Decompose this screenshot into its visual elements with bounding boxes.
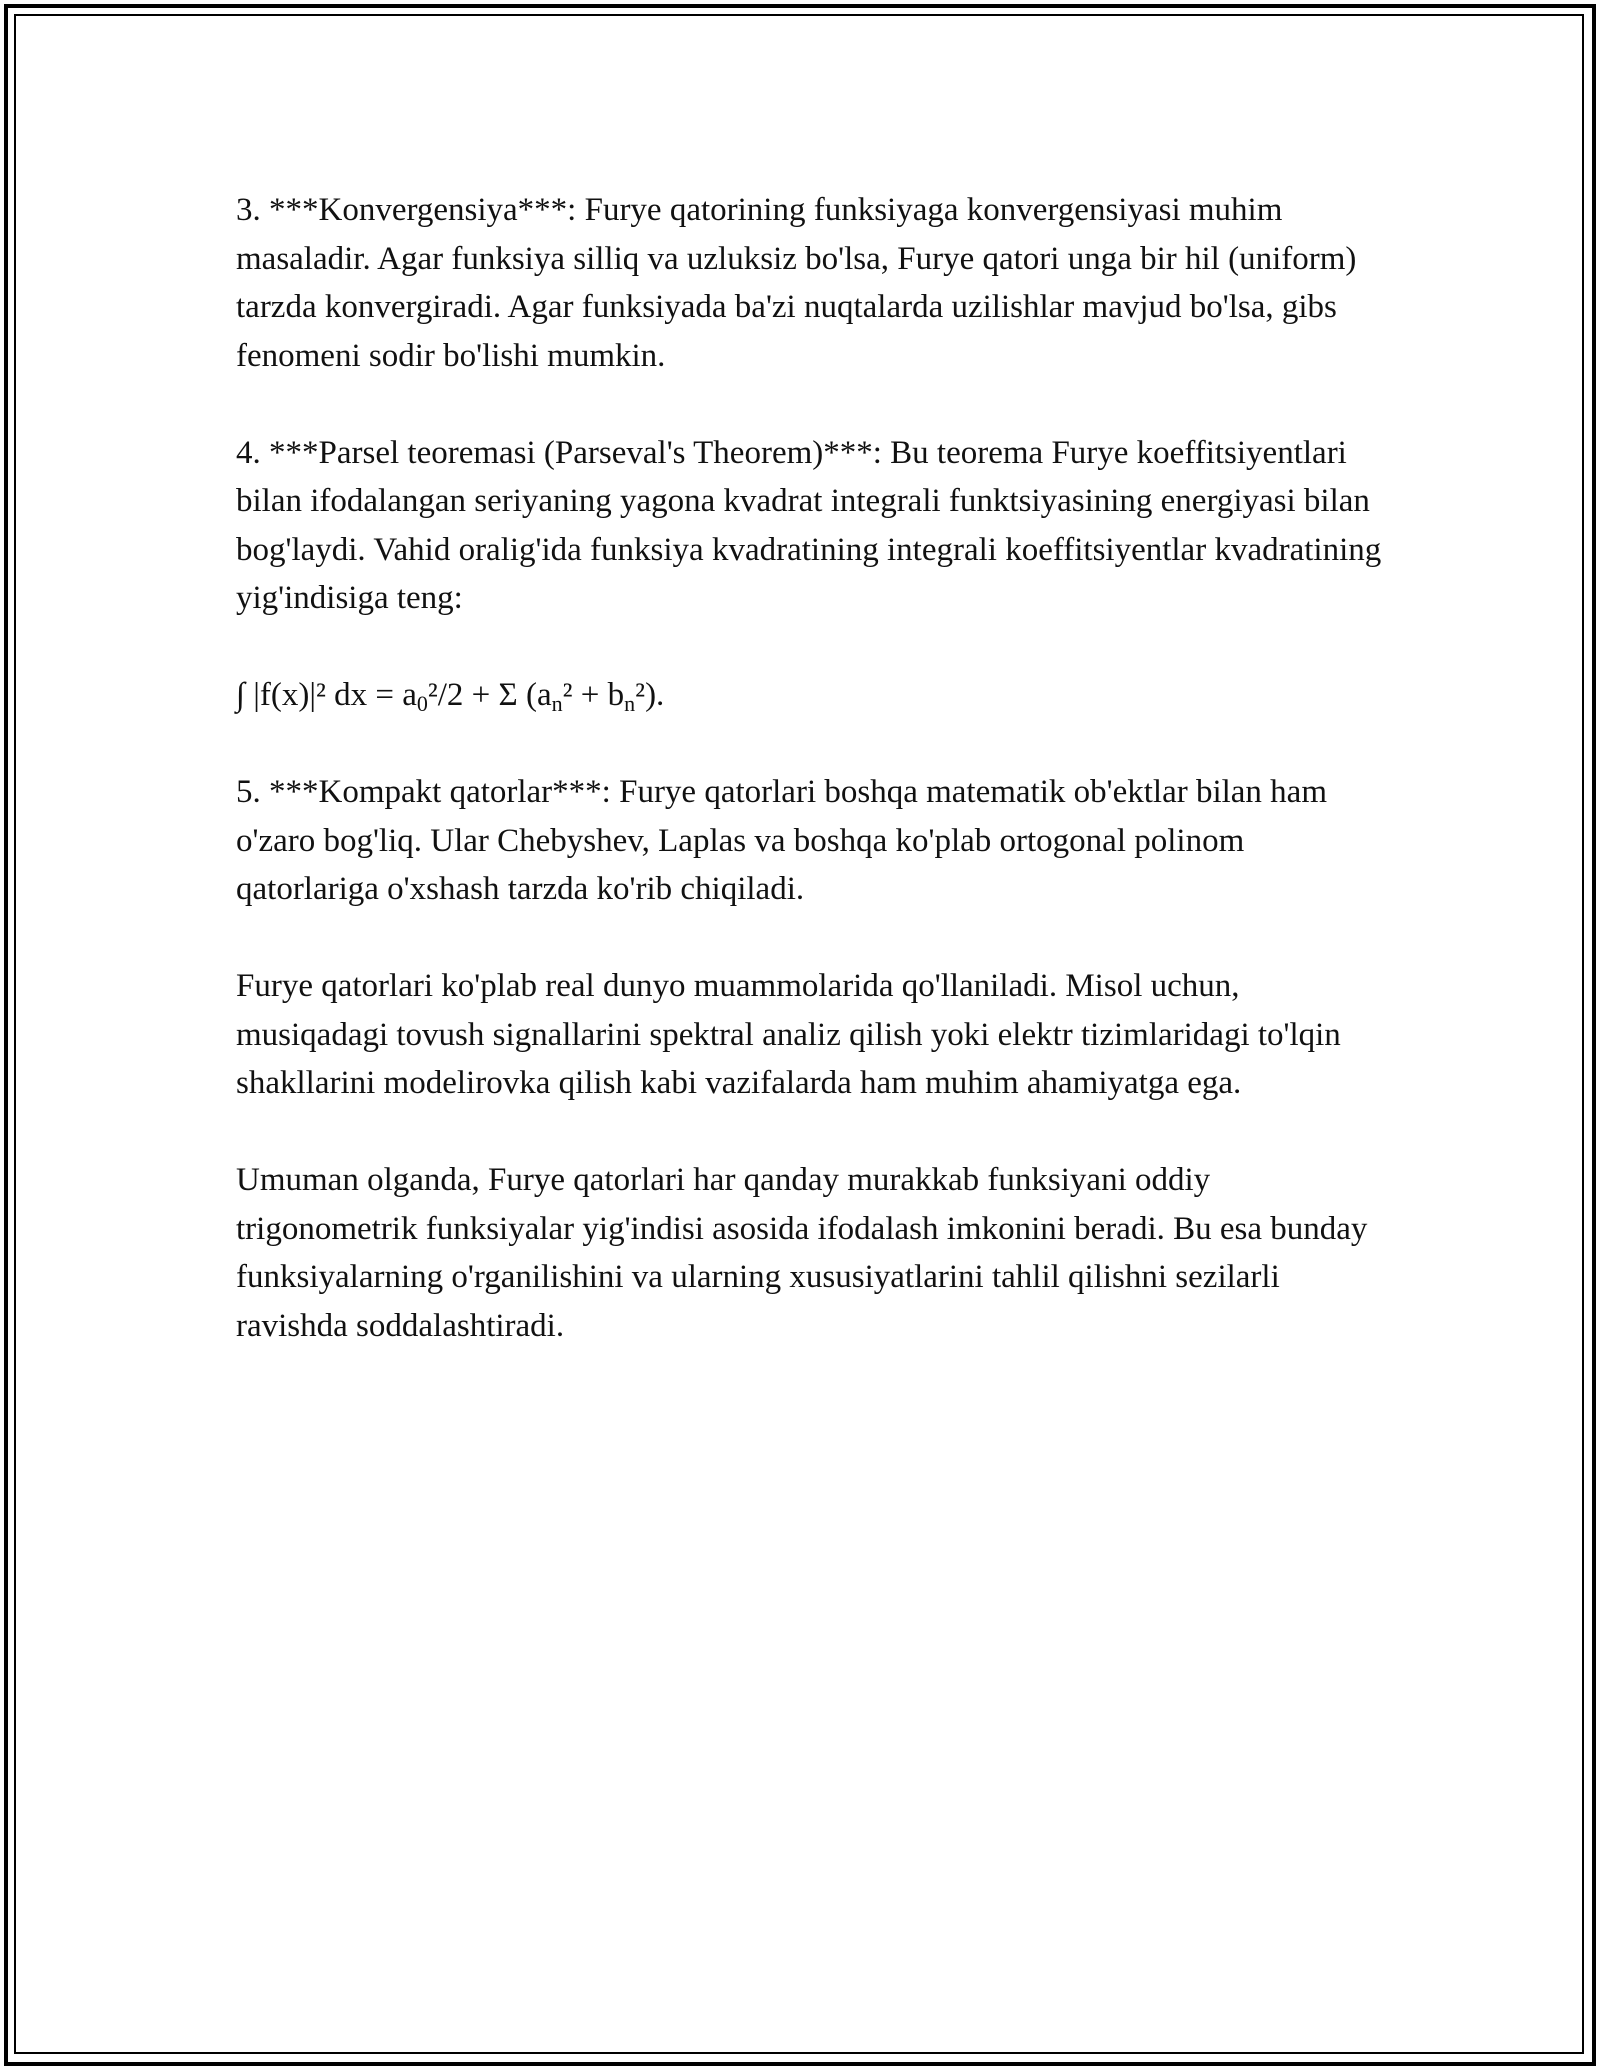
formula-part-4: ²).	[635, 677, 665, 713]
parseval-formula	[236, 671, 1386, 720]
formula-subscript-1: 0	[416, 691, 428, 716]
formula-subscript-3: n	[624, 691, 636, 716]
paragraph-conclusion: Umuman olganda, Furye qatorlari har qanday murakkab funksiyani oddiy trigonometrik funksiyalar yig'indisi asosida ifodalash imkonini beradi. Bu esa bunday funksiyalarning o'rganilishini va ularning xususiyatlarini tahlil qilishni sezilarli ravishda soddalashtiradi.	[236, 1162, 1368, 1344]
paragraph-compact-series: 5. ***Kompakt qatorlar***: Furye qatorlari boshqa matematik ob'ektlar bilan ham o'zaro bog'liq. Ular Chebyshev, Laplas va boshqa ko'plab ortogonal polinom qatorlariga o'xshash tarzda ko'rib chiqiladi.	[236, 774, 1327, 907]
formula-part-1: ∫ |f(x)|² dx = a	[236, 677, 417, 713]
paragraph-applications: Furye qatorlari ko'plab real dunyo muammolarida qo'llaniladi. Misol uchun, musiqadagi tovush signallarini spektral analiz qilish yoki elektr tizimlaridagi to'lqin shakllarini modelirovka qilish kabi vazifalarda ham muhim ahamiyatga ega.	[236, 968, 1341, 1101]
paragraph-convergence: 3. ***Konvergensiya***: Furye qatorining funksiyaga konvergensiyasi muhim masaladir. Agar funksiya silliq va uzluksiz bo'lsa, Furye qatori unga bir hil (uniform) tarzda konvergiradi. Agar funksiyada ba'zi nuqtalarda uzilishlar mavjud bo'lsa, gibs fenomeni sodir bo'lishi mumkin.	[236, 192, 1357, 374]
document-body	[236, 186, 1386, 1399]
formula-part-2: ²/2 + Σ (a	[427, 677, 552, 713]
formula-subscript-2: n	[551, 691, 563, 716]
formula-part-3: ² + b	[562, 677, 625, 713]
paragraph-parseval: 4. ***Parsel teoremasi (Parseval's Theorem)***: Bu teorema Furye koeffitsiyentlari bilan ifodalangan seriyaning yagona kvadrat integrali funktsiyasining energiyasi bilan bog'laydi. Vahid oralig'ida funksiya kvadratining integrali koeffitsiyentlar kvadratining yig'indisiga teng:	[236, 434, 1382, 616]
